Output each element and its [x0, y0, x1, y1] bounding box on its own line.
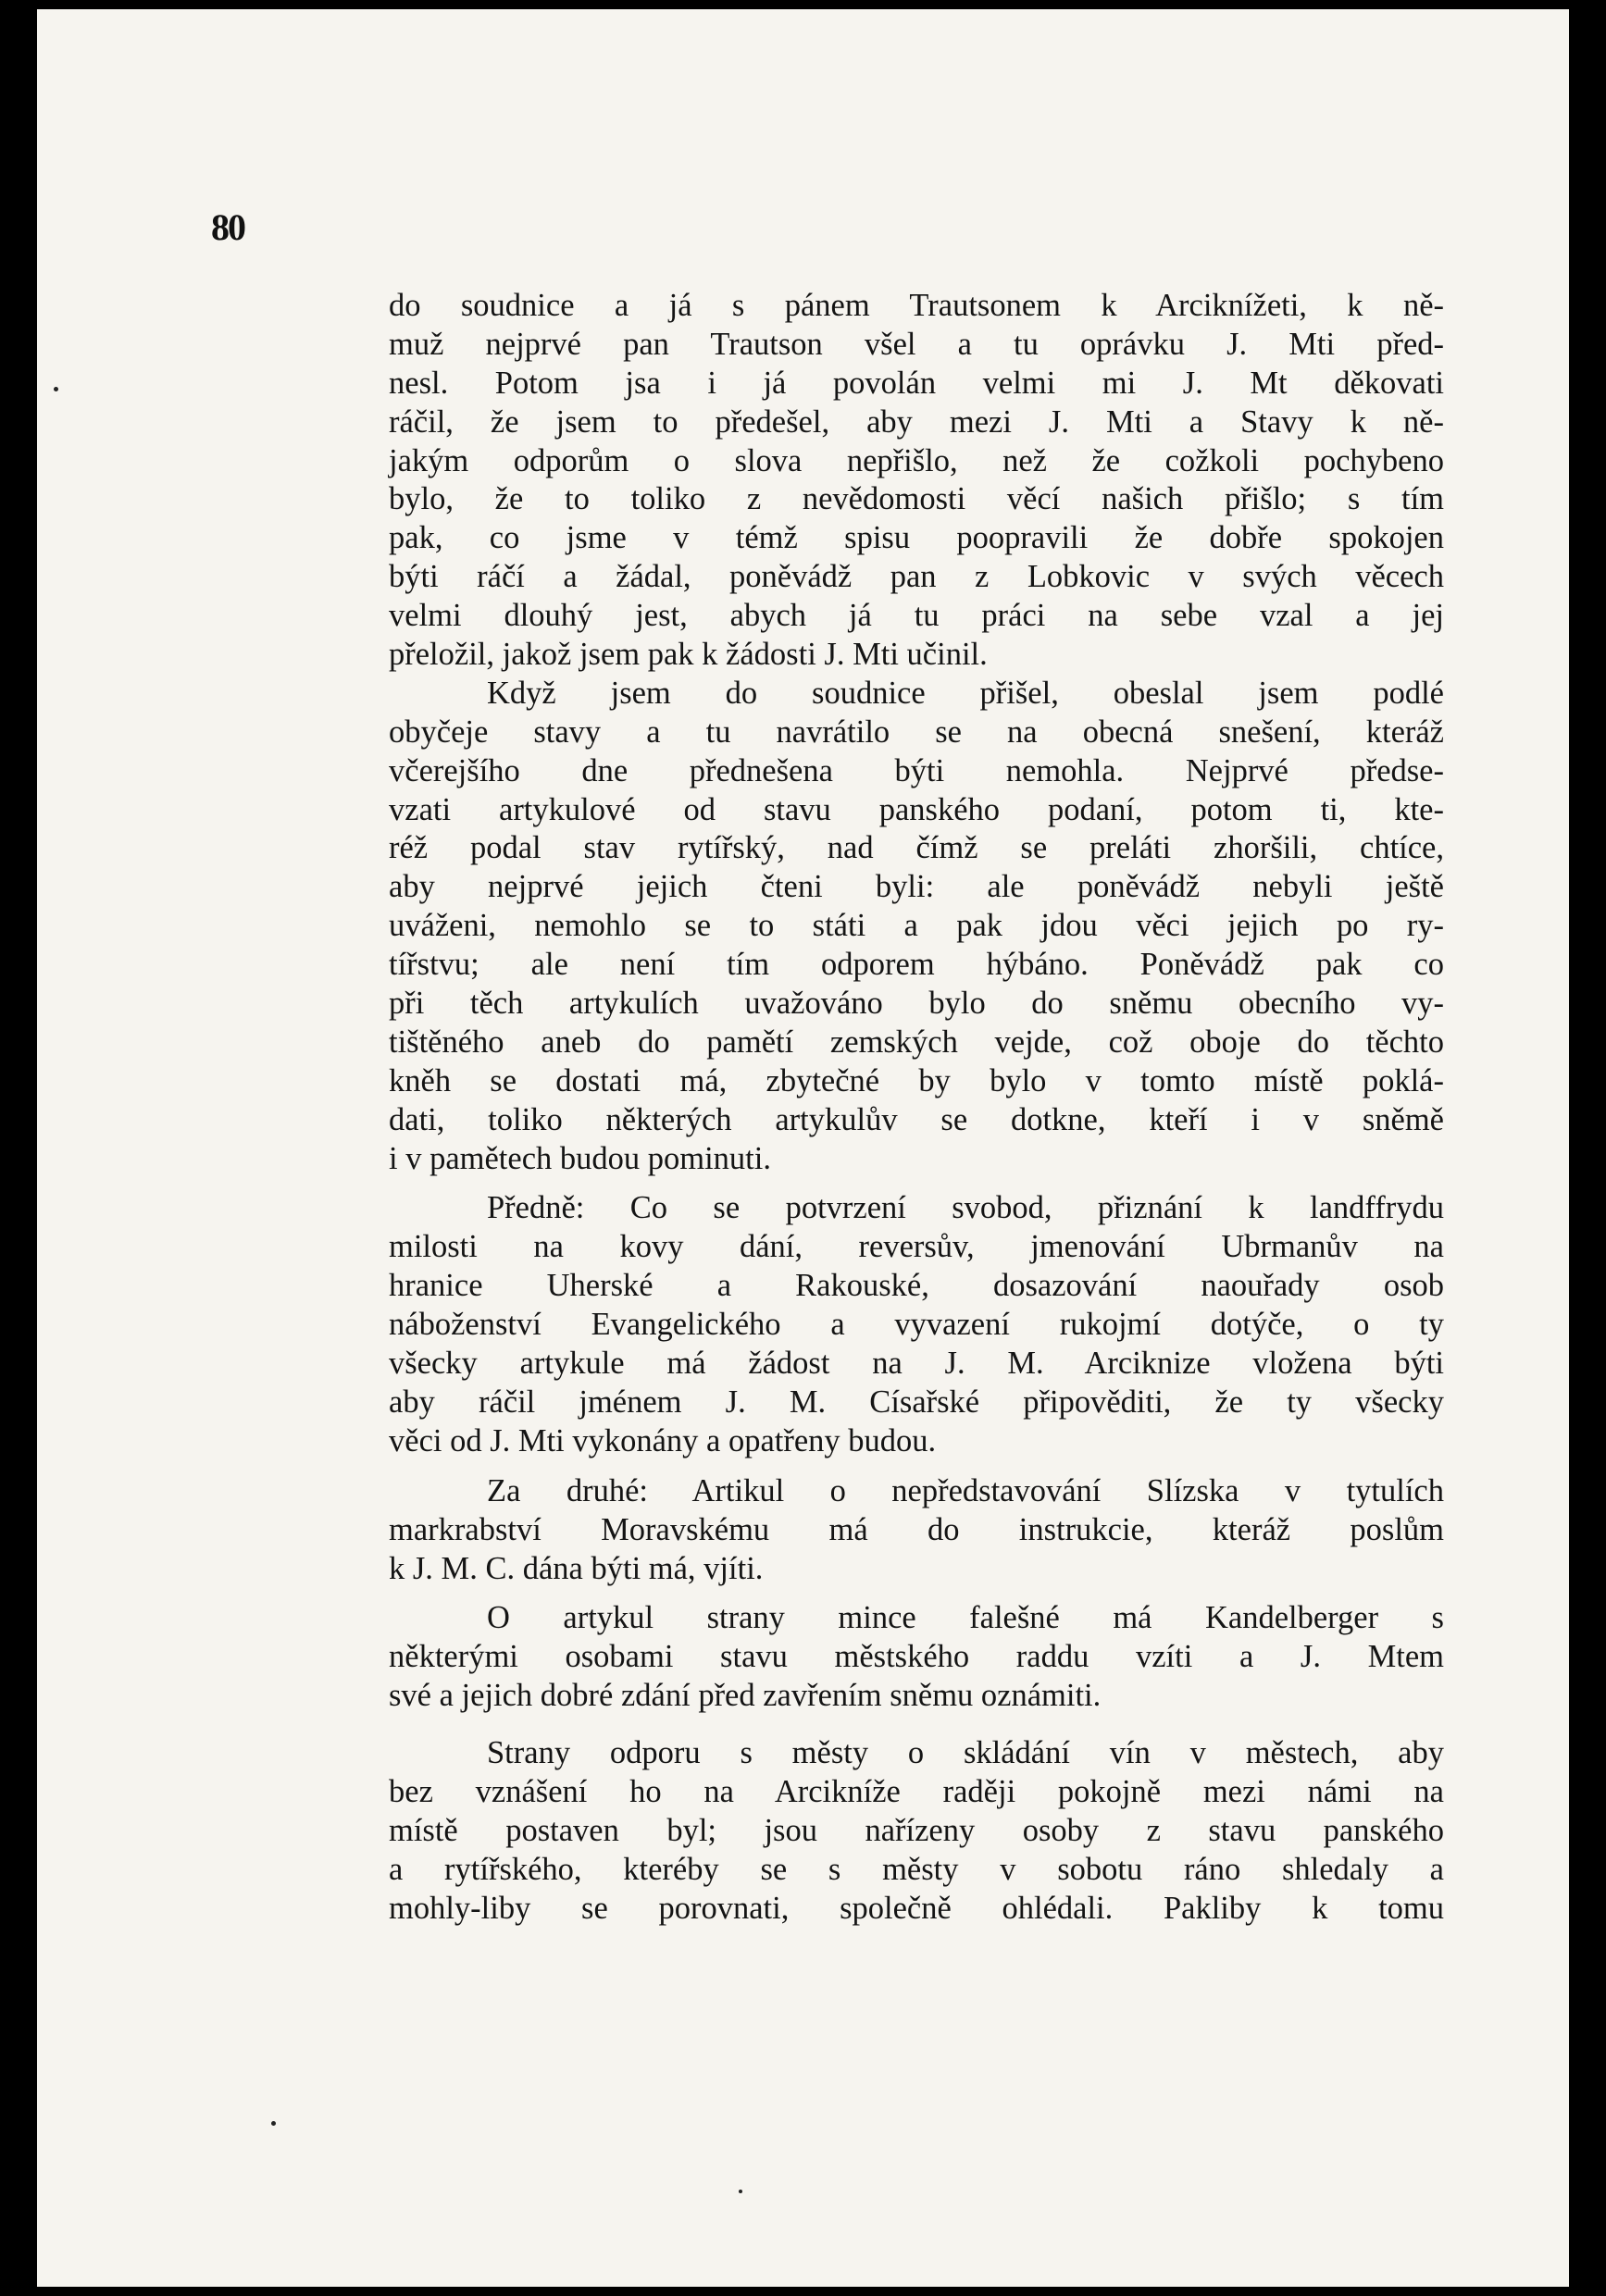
text-line: ráčil, že jsem to předešel, aby mezi J. Mti a Stavy k ně- — [389, 403, 1444, 440]
text-line: k J. M. C. dána býti má, vjíti. — [389, 1550, 764, 1586]
text-line: náboženství Evangelického a vyvazení rukojmí dotýče, o ty — [389, 1307, 1444, 1343]
scan-speck — [271, 2121, 276, 2126]
text-line: O artykul strany mince falešné má Kandelberger s — [487, 1600, 1444, 1636]
text-line: včerejšího dne přednešena býti nemohla. Nejprvé předse- — [389, 752, 1444, 788]
scan-border — [1569, 0, 1606, 2296]
text-line: dati, toliko některých artykulův se dotkne, kteří i v sněmě — [389, 1101, 1444, 1137]
paragraph-5 — [389, 1599, 1444, 1716]
text-line: přeložil, jakož jsem pak k žádosti J. Mti učinil. — [389, 637, 988, 673]
scan-speck — [739, 2190, 742, 2193]
page-number: 80 — [211, 206, 244, 248]
text-line: bez vznášení ho na Arcikníže raději pokojně mezi námi na — [389, 1773, 1444, 1809]
text-line: Za druhé: Artikul o nepředstavování Slízska v tytulích — [487, 1472, 1444, 1508]
text-line: Když jsem do soudnice přišel, obeslal jsem podlé — [487, 675, 1444, 711]
text-line: i v pamětech budou pominuti. — [389, 1140, 771, 1176]
text-line: některými osobami stavu městského raddu vzíti a J. Mtem — [389, 1639, 1444, 1675]
text-line: kněh se dostati má, zbytečné by bylo v tomto místě poklá- — [389, 1062, 1444, 1098]
paragraph-3 — [389, 1189, 1444, 1460]
paragraph-2 — [389, 675, 1444, 1179]
paragraph-1 — [389, 287, 1444, 675]
text-line: při těch artykulích uvažováno bylo do sněmu obecního vy- — [389, 986, 1444, 1022]
text-line: a rytířského, kteréby se s městy v sobotu ráno shledaly a — [389, 1851, 1444, 1887]
text-line: obyčeje stavy a tu navrátilo se na obecná snešení, kteráž — [389, 714, 1444, 750]
text-line: markrabství Moravskému má do instrukcie, kteráž poslům — [389, 1511, 1444, 1547]
text-line: tištěného aneb do pamětí zemských vejde, což oboje do těchto — [389, 1024, 1444, 1060]
text-line: réž podal stav rytířský, nad čímž se preláti zhoršili, chtíce, — [389, 830, 1444, 866]
text-line: své a jejich dobré zdání před zavřením sněmu oznámiti. — [389, 1678, 1102, 1714]
paragraph-6 — [389, 1734, 1444, 1928]
text-line: velmi dlouhý jest, abych já tu práci na sebe vzal a jej — [389, 598, 1444, 634]
text-line: tířstvu; ale není tím odporem hýbáno. Poněvádž pak co — [389, 947, 1444, 983]
text-line: mohly-liby se porovnati, společně ohlédali. Pakliby k tomu — [389, 1890, 1444, 1926]
text-line: býti ráčí a žádal, poněvádž pan z Lobkovic v svých věcech — [389, 559, 1444, 595]
paragraph-4 — [389, 1472, 1444, 1589]
body-text — [389, 287, 1444, 1929]
text-line: aby ráčil jménem J. M. Císařské připověditi, že ty všecky — [389, 1384, 1444, 1420]
text-line: pak, co jsme v témž spisu poopravili že dobře spokojen — [389, 520, 1444, 556]
text-line: věci od J. Mti vykonány a opatřeny budou. — [389, 1422, 937, 1458]
text-line: všecky artykule má žádost na J. M. Arciknize vložena býti — [389, 1346, 1444, 1382]
text-line: aby nejprvé jejich čteni byli: ale poněvádž nebyli ještě — [389, 869, 1444, 905]
text-line: milosti na kovy dání, reversův, jmenování Ubrmanův na — [389, 1229, 1444, 1265]
book-page — [37, 9, 1569, 2287]
text-line: bylo, že to toliko z nevědomosti věcí našich přišlo; s tím — [389, 481, 1444, 517]
text-line: Strany odporu s městy o skládání vín v městech, aby — [487, 1735, 1444, 1771]
text-line: vzati artykulové od stavu panského podaní, potom ti, kte- — [389, 791, 1444, 827]
text-line: nesl. Potom jsa i já povolán velmi mi J. Mt děkovati — [389, 365, 1444, 401]
text-line: místě postaven byl; jsou nařízeny osoby z stavu panského — [389, 1812, 1444, 1848]
text-line: jakým odporům o slova nepřišlo, než že cožkoli pochybeno — [389, 442, 1444, 478]
text-line: uváženi, nemohlo se to státi a pak jdou věci jejich po ry- — [389, 908, 1444, 944]
scan-speck — [54, 387, 58, 391]
text-line: hranice Uherské a Rakouské, dosazování naouřady osob — [389, 1268, 1444, 1304]
text-line: Předně: Co se potvrzení svobod, přiznání k landffrydu — [487, 1190, 1444, 1226]
text-line: do soudnice a já s pánem Trautsonem k Arciknížeti, k ně- — [389, 288, 1444, 323]
text-line: muž nejprvé pan Trautson všel a tu oprávku J. Mti před- — [389, 326, 1444, 362]
